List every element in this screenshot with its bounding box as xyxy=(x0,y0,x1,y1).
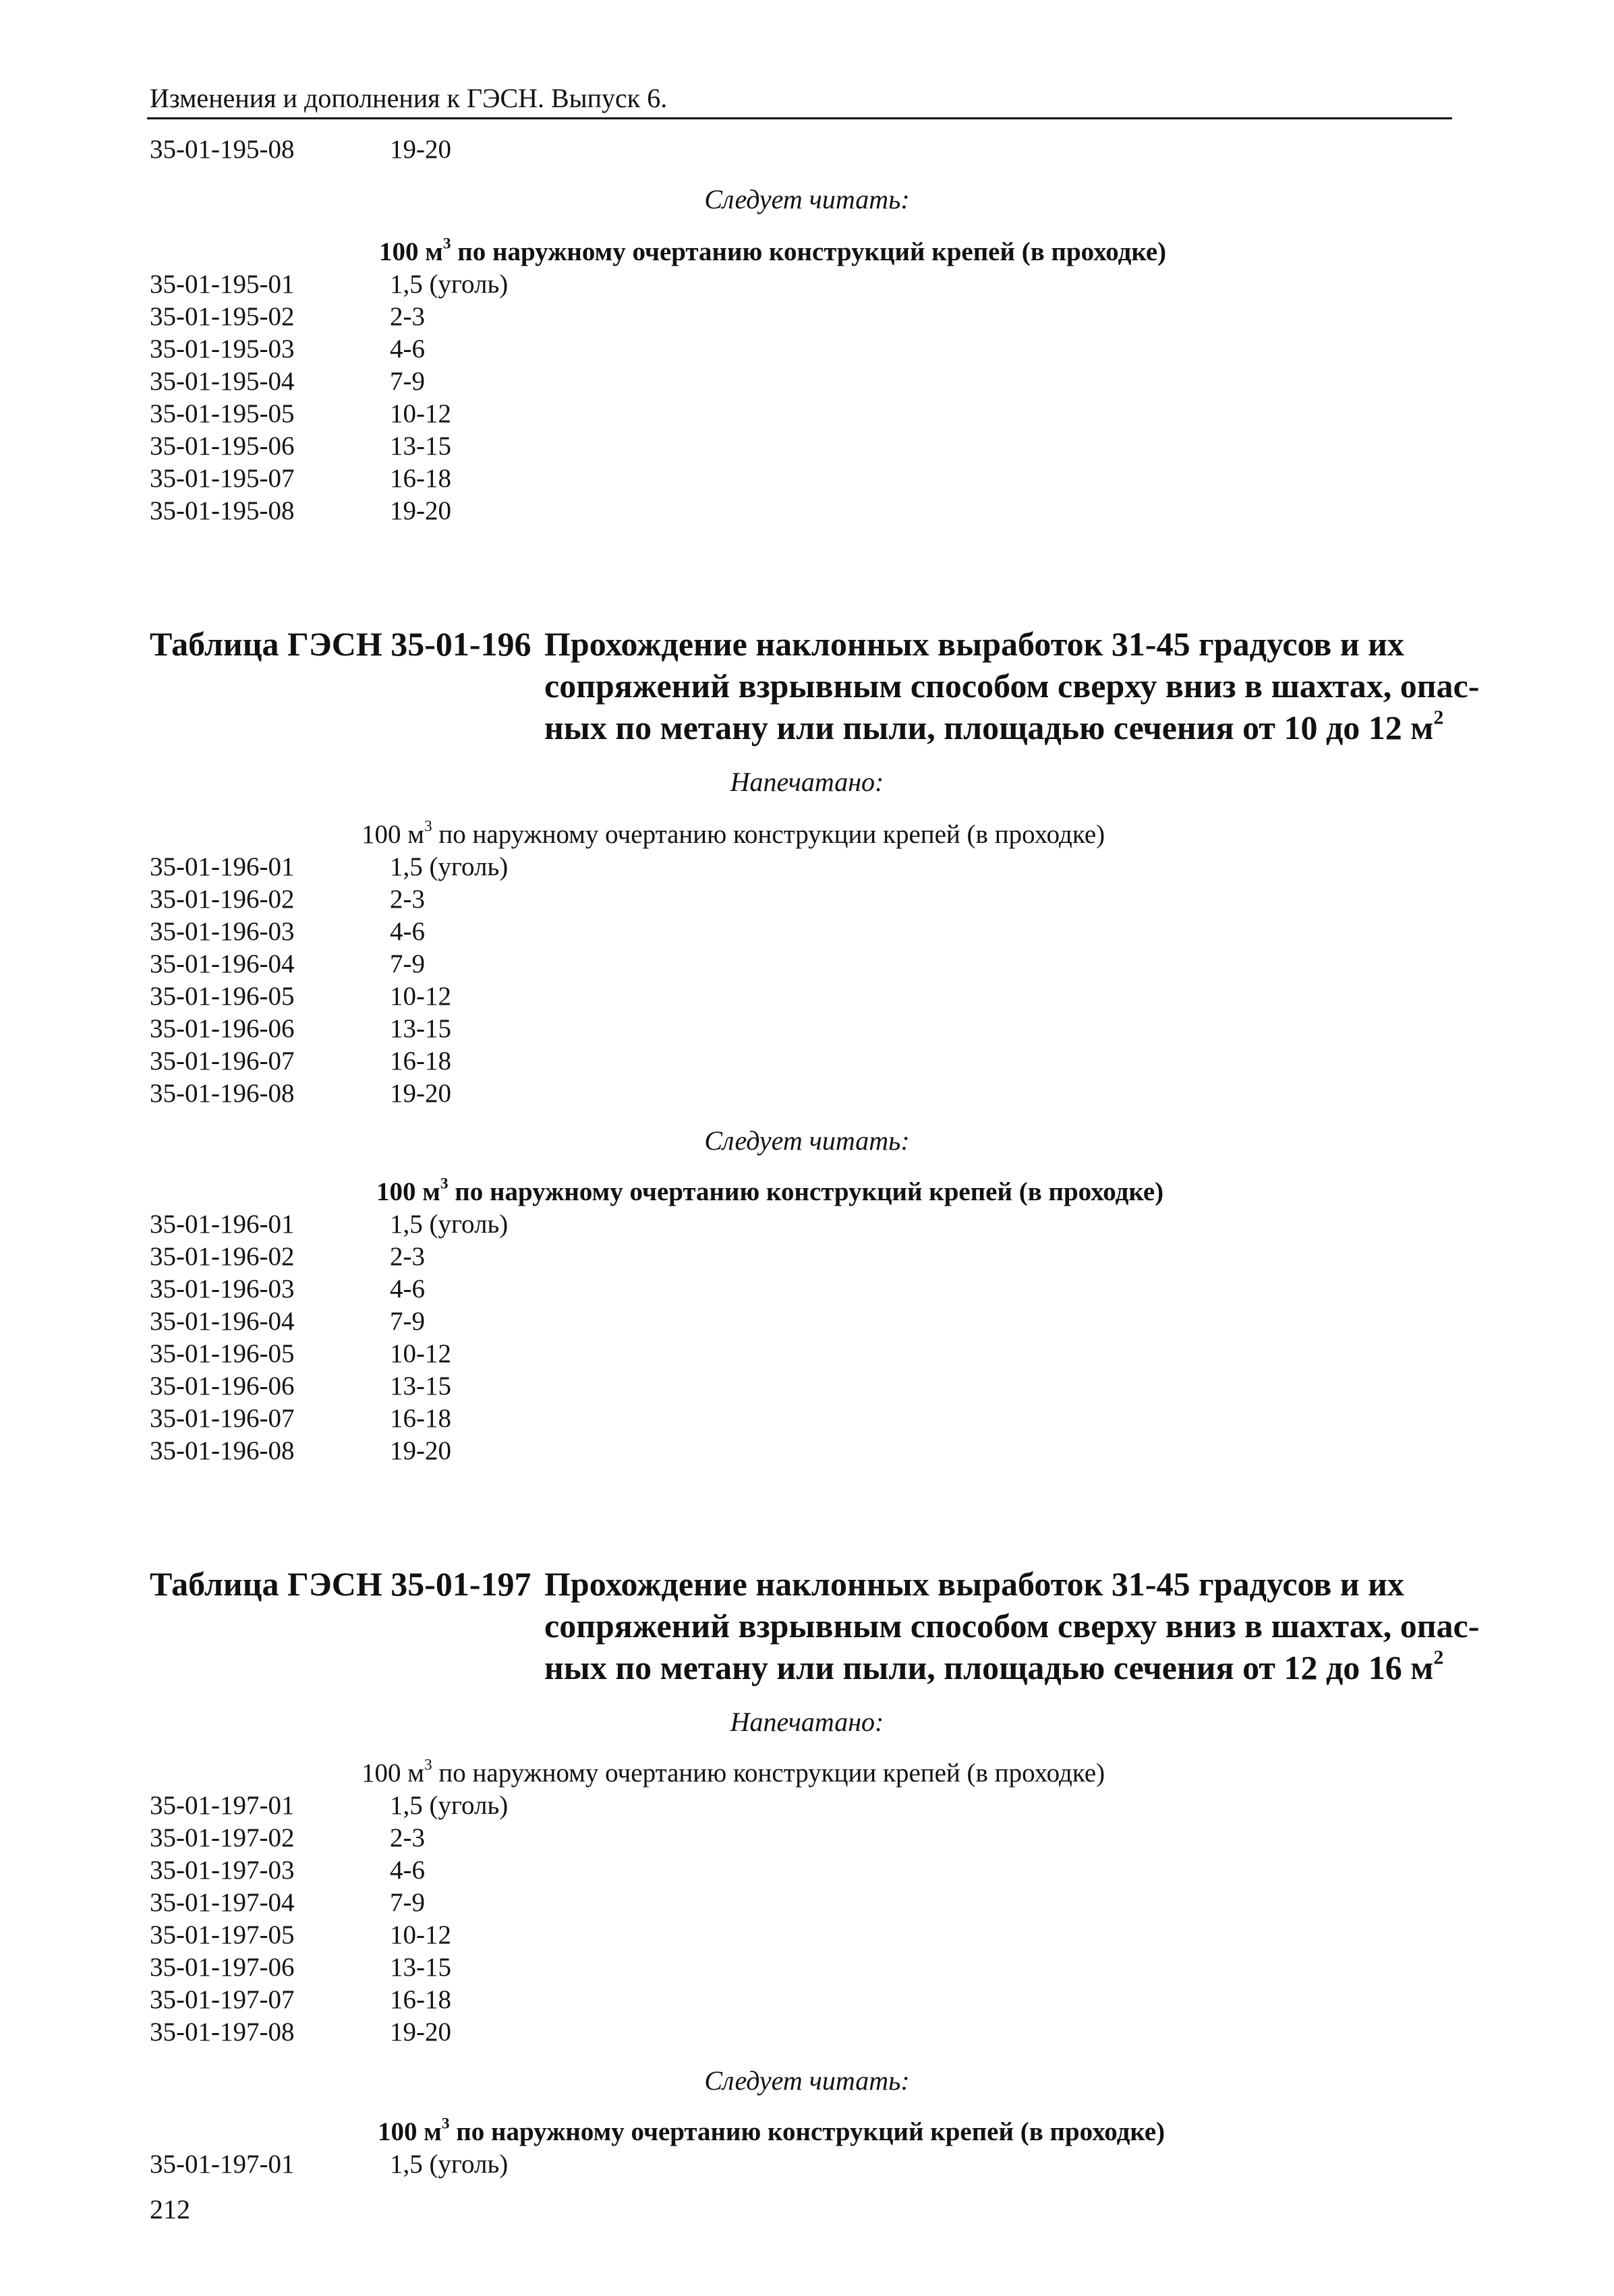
measure-text xyxy=(378,2116,1165,2148)
row-value: 7-9 xyxy=(390,949,425,978)
row-code: 35-01-196-08 xyxy=(150,1079,295,1108)
table-label: Таблица ГЭСН 35-01-196 xyxy=(150,625,531,663)
row-value: 19-20 xyxy=(390,1079,451,1108)
title-line xyxy=(544,1647,1443,1688)
row-code: 35-01-196-04 xyxy=(150,949,295,978)
row-code: 35-01-196-05 xyxy=(150,1339,295,1368)
row-value: 19-20 xyxy=(390,496,451,525)
row-value: 2-3 xyxy=(390,1823,425,1852)
header-rule xyxy=(147,117,1452,119)
row-code: 35-01-195-08 xyxy=(150,496,295,525)
title-exponent: 2 xyxy=(1433,1646,1444,1669)
row-value: 4-6 xyxy=(390,334,425,363)
row-code: 35-01-197-04 xyxy=(150,1888,295,1917)
row-code: 35-01-196-07 xyxy=(150,1047,295,1076)
row-code: 35-01-197-06 xyxy=(150,1953,295,1982)
row-value: 19-20 xyxy=(390,2018,451,2047)
row-value: 1,5 (уголь) xyxy=(390,2150,509,2179)
row-value: 7-9 xyxy=(390,1888,425,1917)
row-code: 35-01-196-07 xyxy=(150,1404,295,1433)
measure-text xyxy=(362,1757,1105,1790)
row-code: 35-01-196-03 xyxy=(150,1274,295,1303)
unit-description: по наружному очертанию конструкции крепей (в проходке) xyxy=(438,1759,1105,1788)
unit-description: по наружному очертанию конструкции крепей (в проходке) xyxy=(438,820,1105,849)
row-code: 35-01-196-04 xyxy=(150,1307,295,1336)
row-code: 35-01-196-05 xyxy=(150,982,295,1011)
row-code: 35-01-196-03 xyxy=(150,917,295,946)
table-label: Таблица ГЭСН 35-01-197 xyxy=(150,1565,531,1603)
row-value: 1,5 (уголь) xyxy=(390,1791,509,1820)
row-value: 1,5 (уголь) xyxy=(390,852,509,881)
row-value: 19-20 xyxy=(390,135,451,164)
row-code: 35-01-196-01 xyxy=(150,1210,295,1239)
row-code: 35-01-197-03 xyxy=(150,1856,295,1885)
row-value: 10-12 xyxy=(390,982,451,1011)
unit-description: по наружному очертанию конструкций крепей (в проходке) xyxy=(455,1177,1164,1206)
row-code: 35-01-195-01 xyxy=(150,270,295,299)
row-code: 35-01-195-02 xyxy=(150,302,295,331)
unit-description: по наружному очертанию конструкций крепей (в проходке) xyxy=(457,237,1167,266)
row-code: 35-01-197-01 xyxy=(150,2150,295,2179)
printed-heading-196: Напечатано: xyxy=(730,767,884,797)
unit-description: по наружному очертанию конструкций крепей (в проходке) xyxy=(456,2117,1165,2146)
row-code: 35-01-196-08 xyxy=(150,1436,295,1465)
title-line-text: ных по метану или пыли, площадью сечения от 10 до 12 м xyxy=(544,709,1434,746)
row-value: 13-15 xyxy=(390,432,451,461)
row-code: 35-01-197-01 xyxy=(150,1791,295,1820)
row-value: 4-6 xyxy=(390,1856,425,1885)
row-value: 2-3 xyxy=(390,302,425,331)
row-code: 35-01-195-04 xyxy=(150,367,295,396)
row-code: 35-01-196-01 xyxy=(150,852,295,881)
row-value: 10-12 xyxy=(390,1339,451,1368)
row-value: 16-18 xyxy=(390,464,451,493)
row-code: 35-01-195-08 xyxy=(150,135,295,164)
row-value: 4-6 xyxy=(390,917,425,946)
title-exponent: 2 xyxy=(1433,706,1444,729)
row-value: 10-12 xyxy=(390,1920,451,1949)
unit-exponent: 3 xyxy=(442,235,451,253)
unit-prefix: 100 м xyxy=(362,820,424,849)
row-value: 16-18 xyxy=(390,1985,451,2014)
unit-prefix: 100 м xyxy=(378,2117,442,2146)
row-code: 35-01-196-06 xyxy=(150,1372,295,1401)
row-code: 35-01-195-07 xyxy=(150,464,295,493)
should-read-heading: Следует читать: xyxy=(704,184,910,214)
row-value: 1,5 (уголь) xyxy=(390,1210,509,1239)
unit-exponent: 3 xyxy=(441,2115,450,2133)
unit-prefix: 100 м xyxy=(362,1759,424,1788)
row-value: 19-20 xyxy=(390,1436,451,1465)
row-value: 16-18 xyxy=(390,1047,451,1076)
printed-heading-197: Напечатано: xyxy=(730,1707,884,1737)
row-value: 1,5 (уголь) xyxy=(390,270,509,299)
should-read-heading-197: Следует читать: xyxy=(704,2065,910,2096)
unit-exponent: 3 xyxy=(424,1756,432,1774)
row-code: 35-01-197-07 xyxy=(150,1985,295,2014)
row-value: 16-18 xyxy=(390,1404,451,1433)
row-value: 7-9 xyxy=(390,367,425,396)
row-code: 35-01-197-08 xyxy=(150,2018,295,2047)
row-code: 35-01-195-06 xyxy=(150,432,295,461)
measure-text xyxy=(362,819,1105,851)
unit-exponent: 3 xyxy=(424,817,432,835)
row-code: 35-01-195-05 xyxy=(150,399,295,428)
row-value: 13-15 xyxy=(390,1014,451,1043)
title-line: Прохождение наклонных выработок 31-45 градусов и их xyxy=(544,1565,1404,1603)
title-line-text: ных по метану или пыли, площадью сечения от 12 до 16 м xyxy=(544,1649,1434,1686)
row-value: 10-12 xyxy=(390,399,451,428)
row-value: 2-3 xyxy=(390,885,425,914)
title-line: Прохождение наклонных выработок 31-45 градусов и их xyxy=(544,625,1404,663)
title-line xyxy=(544,707,1443,748)
row-code: 35-01-197-02 xyxy=(150,1823,295,1852)
should-read-heading-196: Следует читать: xyxy=(704,1125,910,1156)
page-number: 212 xyxy=(150,2194,190,2225)
row-value: 13-15 xyxy=(390,1953,451,1982)
row-value: 13-15 xyxy=(390,1372,451,1401)
row-code: 35-01-196-02 xyxy=(150,885,295,914)
row-code: 35-01-196-06 xyxy=(150,1014,295,1043)
unit-prefix: 100 м xyxy=(376,1177,440,1206)
row-value: 7-9 xyxy=(390,1307,425,1336)
measure-text xyxy=(376,1176,1163,1208)
title-line: сопряжений взрывным способом сверху вниз в шахтах, опас- xyxy=(544,667,1480,705)
row-value: 2-3 xyxy=(390,1242,425,1271)
row-code: 35-01-197-05 xyxy=(150,1920,295,1949)
unit-exponent: 3 xyxy=(440,1175,449,1193)
title-line: сопряжений взрывным способом сверху вниз в шахтах, опас- xyxy=(544,1607,1480,1645)
measure-text xyxy=(379,236,1166,268)
unit-prefix: 100 м xyxy=(379,237,443,266)
row-code: 35-01-196-02 xyxy=(150,1242,295,1271)
row-code: 35-01-195-03 xyxy=(150,334,295,363)
running-header: Изменения и дополнения к ГЭСН. Выпуск 6. xyxy=(150,83,668,113)
row-value: 4-6 xyxy=(390,1274,425,1303)
